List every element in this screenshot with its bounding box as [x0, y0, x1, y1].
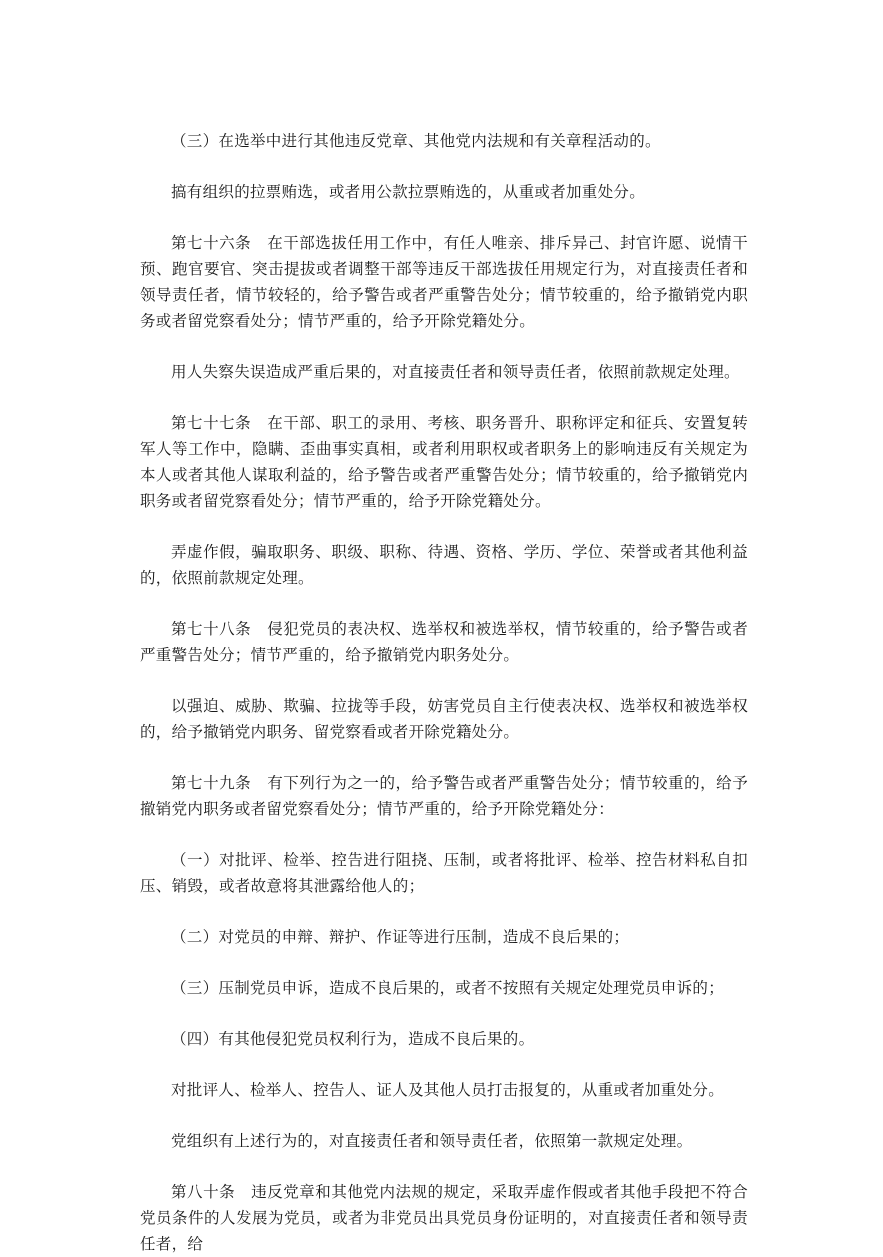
paragraph: 第七十六条 在干部选拔任用工作中，有任人唯亲、排斥异己、封官许愿、说情干预、跑官要官、突击提拔或者调整干部等违反干部选拔任用规定行为，对直接责任者和领导责任者，情节较轻的，给予警告或者严重警告处分；情节较重的，给予撤销党内职务或者留党察看处分；情节严重的，给予开除党籍处分。 — [140, 234, 748, 330]
paragraph: 对批评人、检举人、控告人、证人及其他人员打击报复的，从重或者加重处分。 — [171, 1081, 725, 1099]
paragraph: 第七十七条 在干部、职工的录用、考核、职务晋升、职称评定和征兵、安置复转军人等工作中，隐瞒、歪曲事实真相，或者利用职权或者职务上的影响违反有关规定为本人或者其他人谋取利益的，给予警告或者严重警告处分；情节较重的，给予撤销党内职务或者留党察看处分；情节严重的，给予开除党籍处分。 — [140, 414, 748, 510]
paragraph: 第八十条 违反党章和其他党内法规的规定，采取弄虚作假或者其他手段把不符合党员条件的人发展为党员，或者为非党员出具党员身份证明的，对直接责任者和领导责任者，给 — [140, 1183, 748, 1253]
document-body — [140, 128, 748, 1257]
paragraph: 搞有组织的拉票贿选，或者用公款拉票贿选的，从重或者加重处分。 — [171, 183, 646, 201]
paragraph: 党组织有上述行为的，对直接责任者和领导责任者，依照第一款规定处理。 — [171, 1132, 693, 1150]
paragraph: 用人失察失误造成严重后果的，对直接责任者和领导责任者，依照前款规定处理。 — [171, 363, 740, 381]
paragraph: （二）对党员的申辩、辩护、作证等进行压制，造成不良后果的； — [171, 928, 630, 946]
paragraph: 以强迫、威胁、欺骗、拉拢等手段，妨害党员自主行使表决权、选举权和被选举权的，给予撤销党内职务、留党察看或者开除党籍处分。 — [140, 697, 748, 741]
paragraph: 第七十九条 有下列行为之一的，给予警告或者严重警告处分；情节较重的，给予撤销党内职务或者留党察看处分；情节严重的，给予开除党籍处分： — [140, 774, 748, 818]
paragraph: （三）压制党员申诉，造成不良后果的，或者不按照有关规定处理党员申诉的； — [171, 979, 725, 997]
paragraph: （一）对批评、检举、控告进行阻挠、压制，或者将批评、检举、控告材料私自扣压、销毁，或者故意将其泄露给他人的； — [140, 851, 748, 895]
paragraph: （三）在选举中进行其他违反党章、其他党内法规和有关章程活动的。 — [171, 132, 661, 150]
paragraph: 第七十八条 侵犯党员的表决权、选举权和被选举权，情节较重的，给予警告或者严重警告处分；情节严重的，给予撤销党内职务处分。 — [140, 620, 748, 664]
paragraph: （四）有其他侵犯党员权利行为，造成不良后果的。 — [171, 1030, 535, 1048]
paragraph: 弄虚作假，骗取职务、职级、职称、待遇、资格、学历、学位、荣誉或者其他利益的，依照前款规定处理。 — [140, 543, 748, 587]
